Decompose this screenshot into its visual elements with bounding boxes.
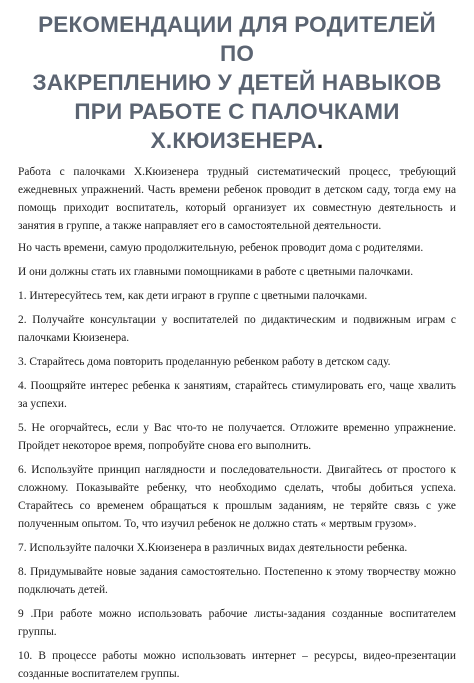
recommendation-item-4: 4. Поощряйте интерес ребенка к занятиям, старайтесь стимулировать его, чаще хвалить за успехи.: [18, 380, 456, 410]
recommendation-item-1: 1. Интересуйтесь тем, как дети играют в группе с цветными палочками.: [18, 290, 368, 302]
title-line-1: РЕКОМЕНДАЦИИ ДЛЯ РОДИТЕЛЕЙ ПО: [38, 12, 436, 66]
recommendation-item-3: 3. Старайтесь дома повторить проделанную ребенком работу в детском саду.: [18, 356, 391, 368]
paragraph-parents-helpers: И они должны стать их главными помощниками в работе с цветными палочками.: [18, 266, 414, 278]
title-period: .: [316, 128, 324, 153]
title-line-3: ПРИ РАБОТЕ С ПАЛОЧКАМИ: [74, 99, 400, 124]
intro-paragraph: Работа с палочками Х.Кюизенера трудный систематический процесс, требующий ежедневных упражнений. Часть времени ребенок проводит в детском саду, тогда ему на помощь приходит воспитатель, который организует их совместную деятельность и занятия в группе, а также направляет его в самостоятельной деятельности.: [18, 166, 456, 232]
paragraph-home-time: Но часть времени, самую продолжительную, ребенок проводит дома с родителями.: [18, 242, 424, 254]
recommendation-item-8: 8. Придумывайте новые задания самостоятельно. Постепенно к этому творчеству можно подключать детей.: [18, 566, 456, 596]
document-body: [18, 163, 456, 683]
recommendation-item-7: 7. Используйте палочки Х.Кюизенера в различных видах деятельности ребенка.: [18, 542, 408, 554]
recommendation-item-5: 5. Не огорчайтесь, если у Вас что-то не получается. Отложите временно упражнение. Пройдет некоторое время, попробуйте снова его выполнить.: [18, 422, 456, 452]
title-line-2: ЗАКРЕПЛЕНИЮ У ДЕТЕЙ НАВЫКОВ: [32, 70, 442, 95]
recommendation-item-6: 6. Используйте принцип наглядности и последовательности. Двигайтесь от простого к сложному. Показывайте ребенку, что необходимо сделать, чтобы добиться успеха. Старайтесь со временем обращаться к прошлым заданиям, не теряйте связь с уже полученным опытом. То, что изучил ребенок не должно стать « мертвым грузом».: [18, 464, 456, 530]
recommendation-item-9: 9 .При работе можно использовать рабочие листы-задания созданные воспитателем группы.: [18, 608, 456, 638]
recommendation-item-10: 10. В процессе работы можно использовать интернет – ресурсы, видео-презентации созданные воспитателем группы.: [18, 650, 456, 680]
recommendation-item-2: 2. Получайте консультации у воспитателей по дидактическим и подвижным играм с палочками Кюизенера.: [18, 314, 456, 344]
title-line-4-text: Х.КЮИЗЕНЕРА: [150, 128, 317, 153]
title-line-4: [18, 126, 456, 155]
document-title: [18, 10, 456, 155]
